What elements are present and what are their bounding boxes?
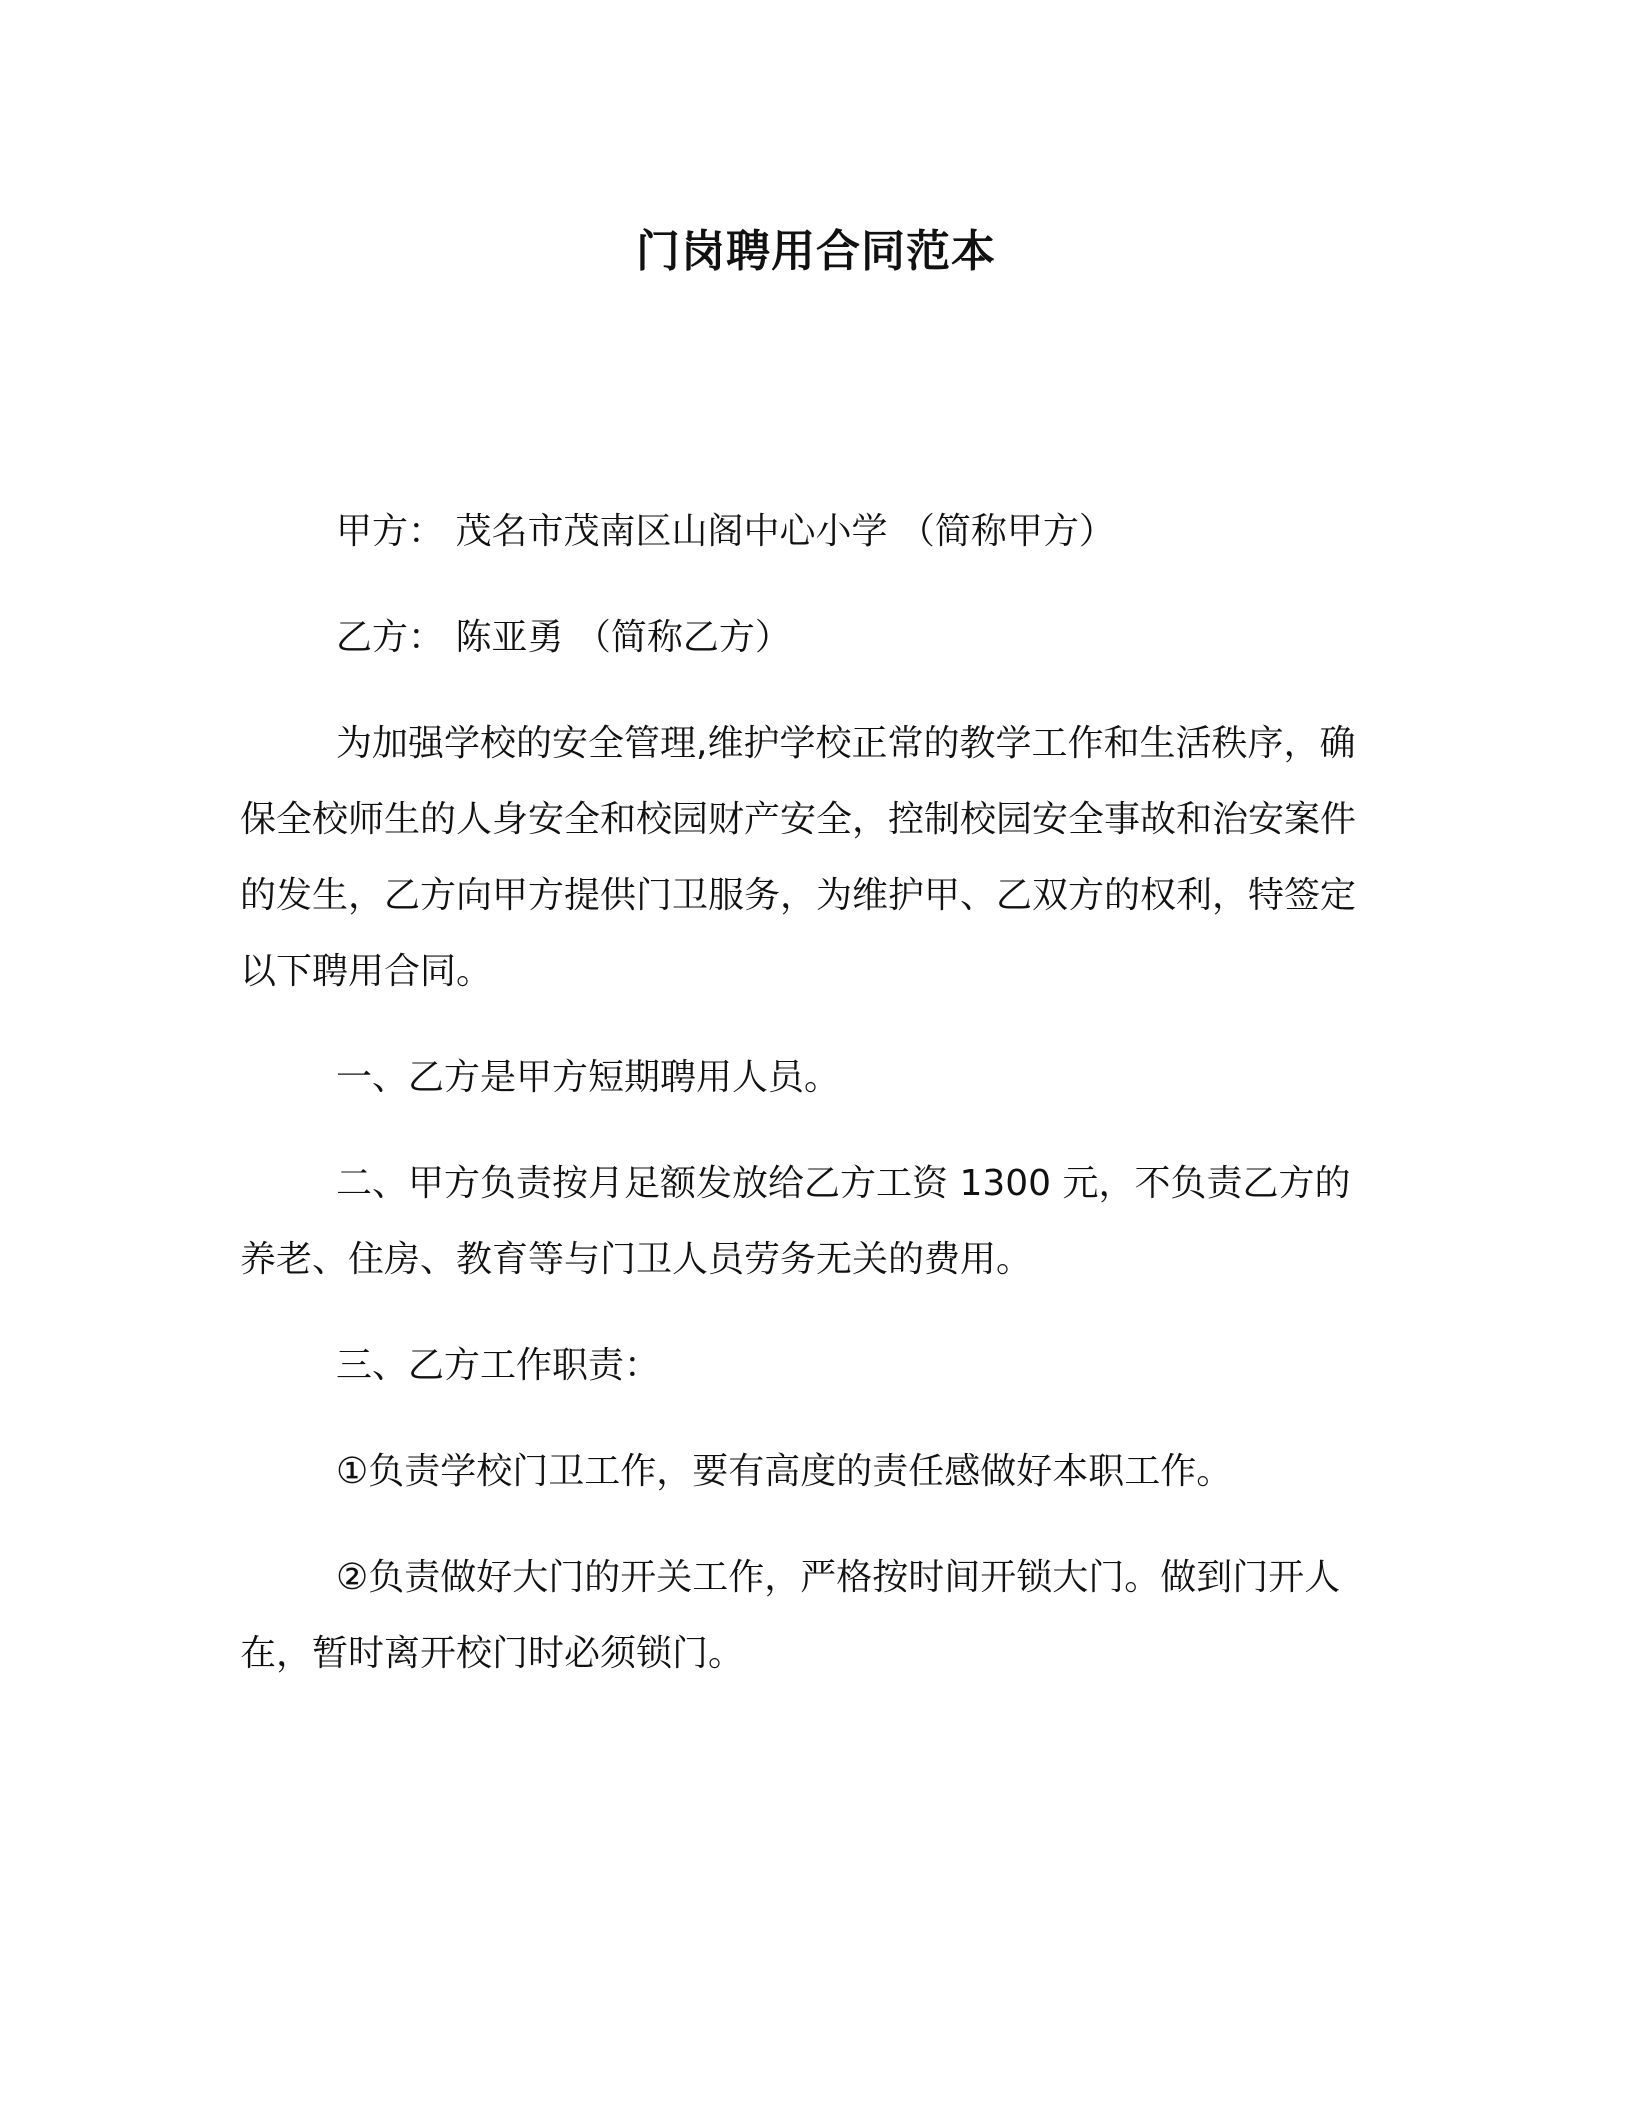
clause-2: 二、甲方负责按月足额发放给乙方工资 1300 元，不负责乙方的养老、住房、教育等与门卫人员劳务无关的费用。 (240, 1163, 1351, 1280)
clause-3-heading: 三、乙方工作职责： (336, 1345, 661, 1386)
party-a-line: 甲方： 茂名市茂南区山阁中心小学 （简称甲方） (336, 511, 1115, 552)
document-body (240, 494, 1380, 1722)
duty-2: ②负责做好大门的开关工作，严格按时间开锁大门。做到门开人在，暂时离开校门时必须锁门。 (240, 1557, 1341, 1674)
duty-1: ①负责学校门卫工作，要有高度的责任感做好本职工作。 (336, 1451, 1233, 1492)
preamble-paragraph: 为加强学校的安全管理,维护学校正常的教学工作和生活秩序，确保全校师生的人身安全和校园财产安全，控制校园安全事故和治安案件的发生，乙方向甲方提供门卫服务，为维护甲、乙双方的权利，特签定以下聘用合同。 (240, 723, 1357, 992)
party-b-line: 乙方： 陈亚勇 （简称乙方） (336, 617, 791, 658)
document-title: 门岗聘用合同范本 (636, 226, 996, 277)
clause-1: 一、乙方是甲方短期聘用人员。 (336, 1057, 841, 1098)
